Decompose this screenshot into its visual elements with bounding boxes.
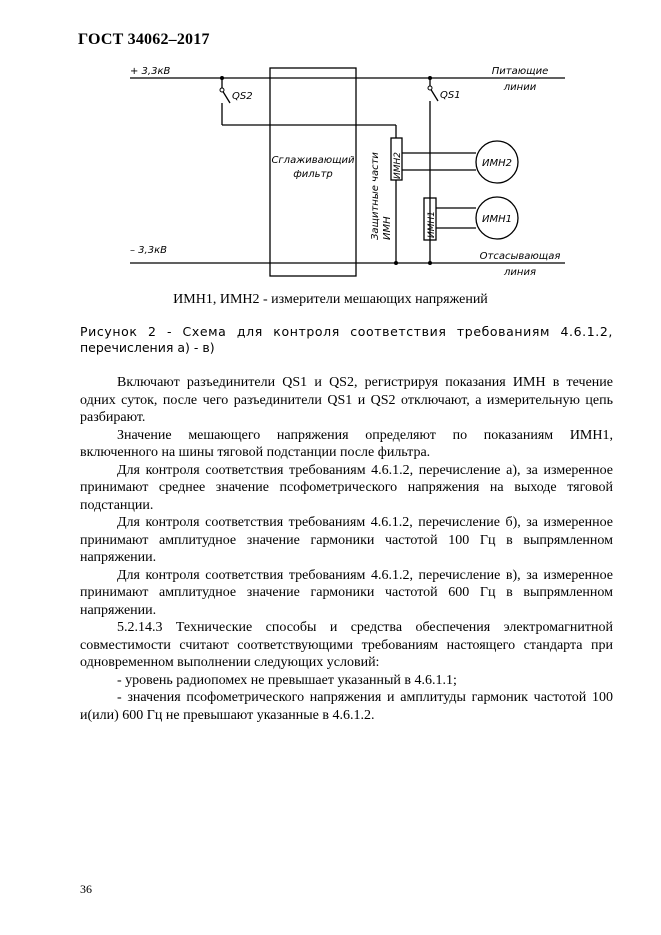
figure-title-line1: Рисунок 2 - Схема для контроля соответствия требованиям 4.6.1.2, xyxy=(80,324,613,339)
plus-bus-label: + 3,3кВ xyxy=(130,66,171,77)
filter-label-1: Сглаживающий xyxy=(271,155,355,166)
protection-label-1: Защитные части xyxy=(370,152,381,240)
meter-imn2-label: ИМН2 xyxy=(482,158,512,169)
fuse-imn2-label: ИМН2 xyxy=(393,152,403,179)
page-number: 36 xyxy=(80,882,92,896)
list-item: - уровень радиопомех не превышает указанный в 4.6.1.1; xyxy=(117,672,457,688)
paragraph: Для контроля соответствия требованиям 4.6.1.2, перечисление б), за измеренное принимают амплитудное значение гармоники частотой 100 Гц в выпрямленном напряжении. xyxy=(80,515,613,565)
paragraph: Значение мешающего напряжения определяют по показаниям ИМН1, включенного на шины тяговой подстанции после фильтра. xyxy=(80,427,613,460)
minus-bus-label: – 3,3кВ xyxy=(130,245,167,256)
paragraph: Включают разъединители QS1 и QS2, регистрируя показания ИМН в течение одних суток, после чего разъединители QS1 и QS2 отключают, а измерительную цепь разбирают. xyxy=(80,375,613,425)
feeder-label-2: линии xyxy=(503,82,537,93)
figure-title xyxy=(80,324,613,356)
qs1-label: QS1 xyxy=(440,90,461,101)
filter-label-2: фильтр xyxy=(293,169,333,180)
feeder-label-1: Питающие xyxy=(491,66,549,77)
diagram-caption: ИМН1, ИМН2 - измерители мешающих напряжений xyxy=(173,292,488,307)
return-label-2: линия xyxy=(504,267,536,278)
document-header: ГОСТ 34062–2017 xyxy=(78,31,210,48)
meter-imn1-label: ИМН1 xyxy=(482,214,512,225)
section-paragraph: 5.2.14.3 Технические способы и средства обеспечения электромагнитной совместимости считают соответствующими требованиям настоящего стандарта при одновременном выполнении следующих условий: xyxy=(80,620,613,670)
protection-label-2: ИМН xyxy=(382,216,393,240)
list-item: - значения псофометрического напряжения и амплитуды гармоник частотой 100 и(или) 600 Гц не превышают указанные в 4.6.1.2. xyxy=(80,690,613,723)
paragraph: Для контроля соответствия требованиям 4.6.1.2, перечисление а), за измеренное принимают среднее значение псофометрического напряжения на выходе тяговой подстанции. xyxy=(80,462,613,513)
body-text xyxy=(80,374,613,724)
qs2-label: QS2 xyxy=(232,91,253,102)
circuit-diagram xyxy=(120,58,580,288)
paragraph: Для контроля соответствия требованиям 4.6.1.2, перечисление в), за измеренное принимают амплитудное значение гармоники частотой 600 Гц в выпрямленном напряжении. xyxy=(80,567,613,618)
return-label-1: Отсасывающая xyxy=(479,251,561,262)
fuse-imn1-label: ИМН1 xyxy=(427,211,437,238)
figure-title-line2: перечисления а) - в) xyxy=(80,340,215,355)
